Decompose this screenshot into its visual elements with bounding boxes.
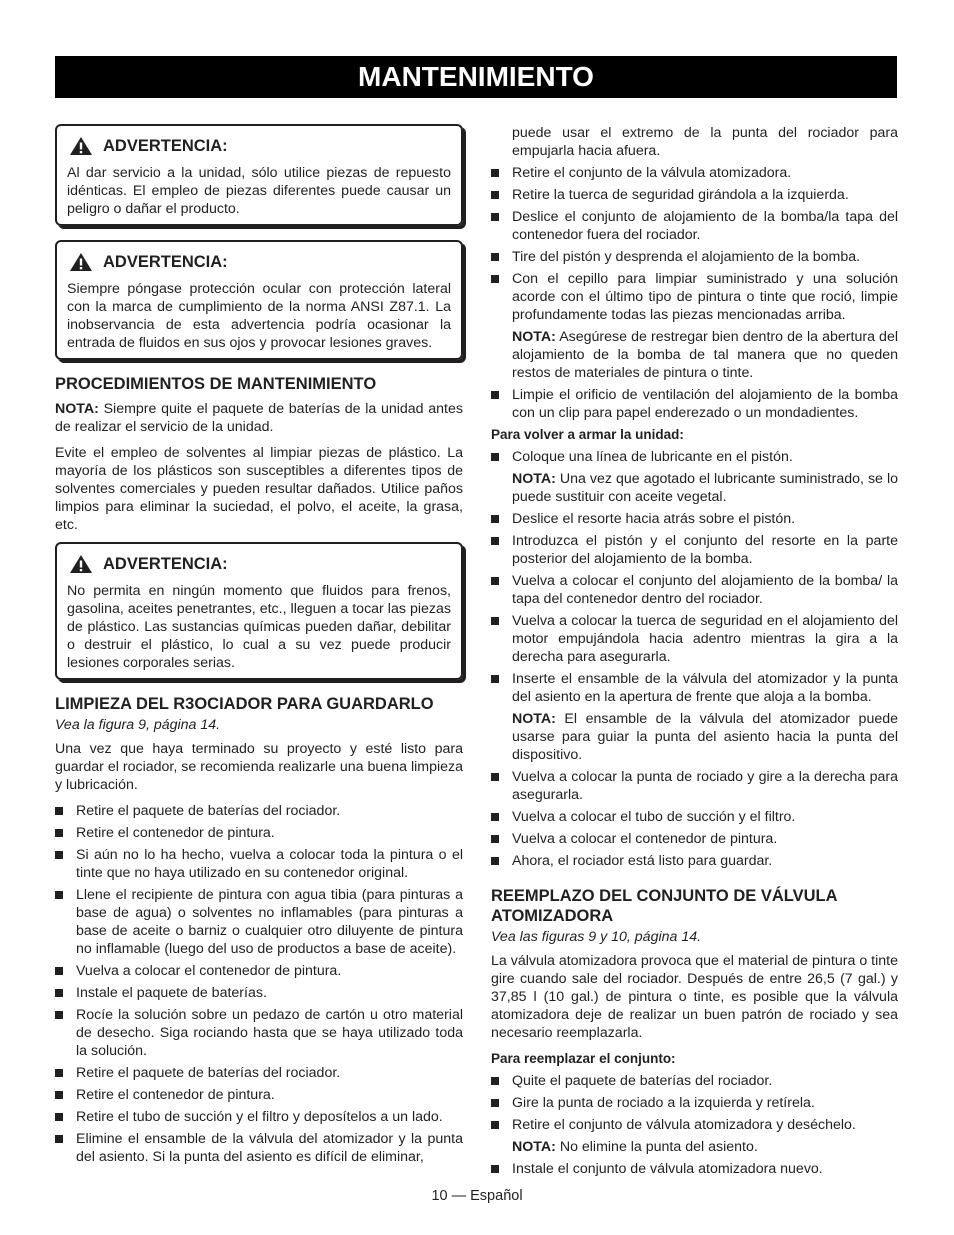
list-item: Instale el conjunto de válvula atomizadora nuevo. [491,1160,898,1178]
note: NOTA: Una vez que agotado el lubricante suministrado, se lo puede sustituir con aceite vegetal. [512,471,898,505]
paragraph: La válvula atomizadora provoca que el material de pintura o tinte gire cuando sale del rociador. Después de entre 26,5 (7 gal.) y 37,85 l (10 gal.) de pintura o tinte, es posible que la válvula atomizadora deje de realizar un buen patrón de rociado y sea necesario reemplazarla. [491,953,898,1041]
figure-reference: Vea la figura 9, página 14. [55,717,221,733]
list-item: Retire el tubo de succión y el filtro y deposítelos a un lado. [55,1108,463,1126]
warning-box [55,542,463,680]
note: NOTA: El ensamble de la válvula del atomizador puede usarse para guiar la punta del asiento hacia la punta del dispositivo. [512,711,898,763]
warning-box [55,124,463,226]
list-item: Retire el paquete de baterías del rociador. [55,1064,463,1082]
list-item-continuation: puede usar el extremo de la punta del rociador para empujarla hacia afuera. [512,125,898,159]
list-item: Retire el paquete de baterías del rociador. [55,802,463,820]
warning-triangle-icon [69,252,93,272]
warning-text: Siempre póngase protección ocular con protección lateral con la marca de cumplimiento de la norma ANSI Z87.1. La inobservancia de esta advertencia podría ocasionar la entrada de fluidos en sus ojos y provocar lesiones graves. [67,281,451,351]
cleaning-list [55,802,463,1166]
cleaning-list-continued [491,164,898,324]
list-item: Vuelva a colocar la punta de rociado y gire a la derecha para asegurarla. [491,768,898,804]
section-heading: REEMPLAZO DEL CONJUNTO DE VÁLVULA ATOMIZADORA [491,887,837,925]
section-heading: LIMPIEZA DEL R3OCIADOR PARA GUARDARLO [55,695,434,713]
warning-label: ADVERTENCIA: [103,137,228,155]
warning-label: ADVERTENCIA: [103,555,228,573]
list-item: Si aún no lo ha hecho, vuelva a colocar toda la pintura o el tinte que no haya utilizado en su contenedor original. [55,846,463,882]
list-item: Limpie el orificio de ventilación del alojamiento de la bomba con un clip para papel enderezado o un mondadientes. [491,386,898,422]
list-item: Deslice el conjunto de alojamiento de la bomba/la tapa del contenedor fuera del rociador. [491,208,898,244]
figure-reference: Vea las figuras 9 y 10, página 14. [491,929,702,945]
paragraph: Evite el empleo de solventes al limpiar piezas de plástico. La mayoría de los plásticos son susceptibles a diferentes tipos de solventes comerciales y pueden resultar dañados. Utilice paños limpios para eliminar la suciedad, el polvo, el aceite, la grasa, etc. [55,445,463,533]
list-item: Ahora, el rociador está listo para guardar. [491,852,898,870]
list-item: Vuelva a colocar el contenedor de pintura. [491,830,898,848]
warning-label: ADVERTENCIA: [103,253,228,271]
list-item: Retire el contenedor de pintura. [55,1086,463,1104]
replace-list [491,1072,898,1134]
right-column [491,124,898,1182]
warning-triangle-icon [69,136,93,156]
list-item: Gire la punta de rociado a la izquierda y retírela. [491,1094,898,1112]
list-item: Coloque una línea de lubricante en el pistón. [491,448,898,466]
list-item: Retire el conjunto de la válvula atomizadora. [491,164,898,182]
list-item: Llene el recipiente de pintura con agua tibia (para pinturas a base de agua) o solventes no inflamables (para pinturas a base de aceite o barniz o cualquier otro diluyente de pintura no inflamable (luego del uso de productos a base de aceite). [55,886,463,958]
list-item: Vuelva a colocar el tubo de succión y el filtro. [491,808,898,826]
list-item: Instale el paquete de baterías. [55,984,463,1002]
list-item: Vuelva a colocar el conjunto del alojamiento de la bomba/ la tapa del contenedor dentro del rociador. [491,572,898,608]
note: NOTA: No elimine la punta del asiento. [512,1139,758,1155]
list-item: Retire el contenedor de pintura. [55,824,463,842]
list-item: Elimine el ensamble de la válvula del atomizador y la punta del asiento. Si la punta del asiento es difícil de eliminar, [55,1130,463,1166]
list-item: Deslice el resorte hacia atrás sobre el pistón. [491,510,898,528]
list-item: Tire del pistón y desprenda el alojamiento de la bomba. [491,248,898,266]
list-item: Inserte el ensamble de la válvula del atomizador y la punta del asiento en la apertura de frente que aloja a la bomba. [491,670,898,706]
list-item: Rocíe la solución sobre un pedazo de cartón u otro material de desecho. Siga rociando hasta que se haya utilizado toda la solución. [55,1006,463,1060]
subheading: Para reemplazar el conjunto: [491,1051,676,1066]
list-item: Quite el paquete de baterías del rociador. [491,1072,898,1090]
list-item: Con el cepillo para limpiar suministrado y una solución acorde con el último tipo de pintura o tinte que roció, limpie profundamente todas las piezas mencionadas arriba. [491,270,898,324]
list-item: Introduzca el pistón y el conjunto del resorte en la parte posterior del alojamiento de la bomba. [491,532,898,568]
warning-text: Al dar servicio a la unidad, sólo utilice piezas de repuesto idénticas. El empleo de piezas diferentes puede causar un peligro o dañar el producto. [67,165,451,217]
list-item: Retire la tuerca de seguridad girándola a la izquierda. [491,186,898,204]
section-heading: PROCEDIMIENTOS DE MANTENIMIENTO [55,375,377,393]
warning-triangle-icon [69,554,93,574]
note: NOTA: Siempre quite el paquete de baterías de la unidad antes de realizar el servicio de la unidad. [55,401,463,435]
subheading: Para volver a armar la unidad: [491,427,684,442]
page-title: MANTENIMIENTO [55,56,897,98]
left-column [55,124,463,1170]
list-item: Retire el conjunto de válvula atomizadora y deséchelo. [491,1116,898,1134]
page-footer: 10 — Español [431,1188,523,1204]
reassemble-list [491,448,898,466]
warning-text: No permita en ningún momento que fluidos para frenos, gasolina, aceites penetrantes, etc., lleguen a tocar las piezas de plástico. Las sustancias químicas pueden dañar, debilitar o destruir el plástico, lo cual a su vez puede producir lesiones corporales serias. [67,583,451,671]
list-item: Vuelva a colocar el contenedor de pintura. [55,962,463,980]
warning-box [55,240,463,360]
note: NOTA: Asegúrese de restregar bien dentro de la abertura del alojamiento de la bomba de tal manera que no queden restos de materiales de pintura o tinte. [512,329,898,381]
paragraph: Una vez que haya terminado su proyecto y esté listo para guardar el rociador, se recomienda realizarle una buena limpieza y lubricación. [55,741,463,793]
list-item: Vuelva a colocar la tuerca de seguridad en el alojamiento del motor empujándola hacia adentro mientras la gira a la derecha para asegurarla. [491,612,898,666]
